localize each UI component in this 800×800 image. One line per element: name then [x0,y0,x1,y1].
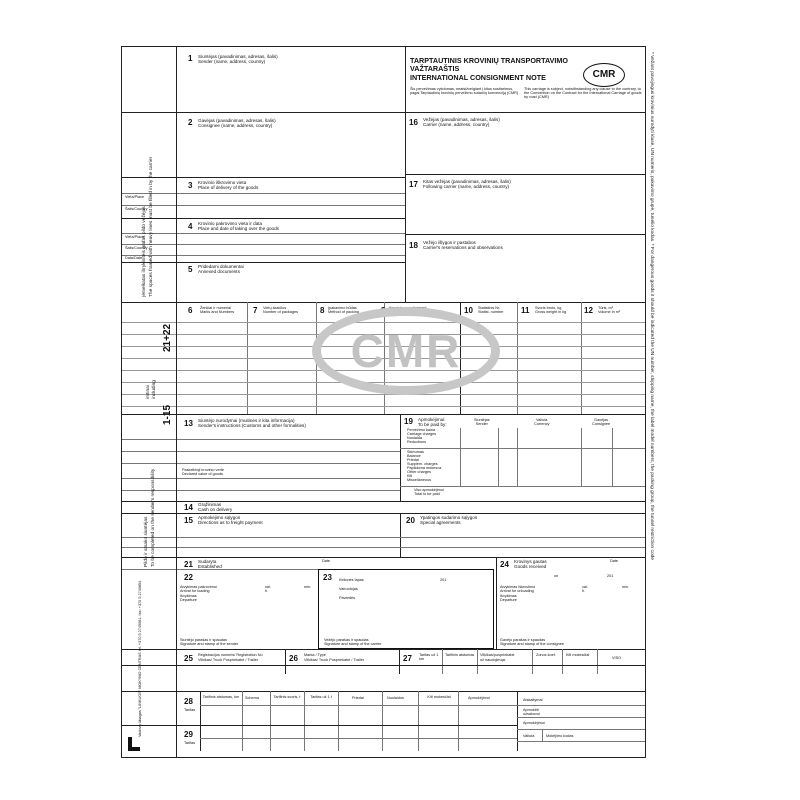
payment-col-consignee: Gavėjas Consignee [592,418,611,427]
pay-row-8: Supplem. charges [407,462,438,466]
field-17-label-en: Following carrier (name, address, country) [423,184,510,189]
pay-row-1: Pervežimo kaina [407,428,436,432]
pay-row-10: Other charges [407,470,432,474]
field-19-number: 19 [404,417,413,426]
field-28-sub: Tarifas [184,708,196,712]
field-24-number: 24 [500,560,509,569]
pay-row-3: Nuolaida [407,436,422,440]
field-27-number: 27 [403,654,412,663]
field-10-label-en: Statist. number [478,310,504,314]
field-26-sub: Vilkikas/ Truck Puspriekabė / Trailer [304,658,365,662]
field-27-vilkikas: Vilkikas/puspriekabė [480,653,515,657]
field-12-label-en: Volume in m³ [598,310,621,314]
field-24-sign-lt: Gavėjo parašas ir spaudas [500,638,546,642]
field-24-val: val. [582,585,588,589]
field-22-val: val. [265,585,271,589]
field-11-label-lt: Svoris bruto, kg [535,306,562,310]
field-24-sign-en: Signature and stamp of the consignee [500,642,564,646]
field-24-on: on [554,574,559,578]
field-24-dep-lt: Išvykimas [500,594,517,598]
pay-total-lt: Viso apmokėjimui [414,488,444,492]
field-3-number: 3 [188,181,193,190]
field-3-label-lt: Krovinio iškrovimo vieta [198,180,247,185]
margin-sender-lt: Pildo ir atsako siuntėjas [144,516,149,567]
field-22-min: min. [304,585,312,589]
field-6-number: 6 [188,306,193,315]
field-23-number: 23 [323,573,332,582]
field-12-number: 12 [584,306,593,315]
field-16-label-lt: Vežėjas (pavadinimas, adresas, šalis) [423,117,500,122]
field-23-sign-en: Signature and stamp of the carrier [324,642,382,646]
field-9-number: 9 [381,306,386,315]
pay-row-2: Carriage charges [407,432,437,436]
field-1-number: 1 [188,54,193,63]
field-18-label-lt: Vežėjo išlygos ir pastabos [423,240,476,245]
header-note-en: This carriage is subject, notwithstanding any clause to the contrary, to the Convention on the Contract for the International Carriage of goods by road (CMR) [524,87,642,100]
cmr-badge: CMR [583,63,625,87]
margin-carrier-lt: Įėmelkatas ilrrykiniteis grafas pildo vežėjas [142,206,147,297]
field-26-label: Marka / Type [304,653,326,657]
field-3-label-en: Place of delivery of the goods [198,185,259,190]
printer-imprint: Vadovų ūkiagas "LINKUOS" MOKYMO CENTRAS tel. +370 5 2749081, fax: +370 5 2740854 [138,580,142,737]
pay-total-en: Total to be paid [414,492,440,496]
field-9-label-lt: Krovinio pavadinimas* [389,306,427,310]
table-col-1: Tarifinis atstumas, km [202,695,240,699]
field-24-arr-lt: Atvykimas iškrovimui [500,585,536,589]
title-lt-2: VAŽTARAŠTIS [410,64,460,73]
field-25-sub: Vilkikas/ Truck Puspriekabė / Trailer [198,658,259,662]
field-13-number: 13 [184,419,193,428]
field-23-driver: Vairuotojas [339,587,358,591]
field-16-label-en: Carrier (name, address, country) [423,122,490,127]
margin-carrier-en: The spaces framed with heavy lines must be filled in by the carrier [149,156,154,297]
title-lt-1: TARPTAUTINIS KROVINIŲ TRANSPORTAVIMO [410,56,568,65]
field-22-dep-en: Departure [180,598,197,602]
header-note-lt: Šis pervežimas vykdomas, neatsižvelgiant į kitus susitarimus, pagal Tarptautinių krovinių pervežimo sutarčių konvenciją (CMR) [410,87,519,96]
field-4-number: 4 [188,222,193,231]
payment-col-currency: Valiuta Currency [534,418,550,427]
field-27-tarifas2: Tarifinis atstumas [445,653,475,657]
field-20-label-lt: Ypatingos sudarimo sąlygos [420,515,478,520]
field-21-date: Date [322,559,331,563]
field-11-label-en: Gross weight in kg [535,310,567,314]
field-24-h: h. [582,589,586,593]
field-15-number: 15 [184,516,193,525]
field-29-number: 29 [184,730,193,739]
field-29-sub: Tarifas [184,741,196,745]
field-24-min: min. [622,585,630,589]
field-24-dep-en: Departure [500,598,517,602]
mokejimo-kodas-label: Mokėjimo kodas [546,734,574,738]
field-23-sign-lt: Vežėjo parašas ir spaudas [324,638,369,642]
field-24-label-en: Goods received [514,564,547,569]
field-24-label-lt: Krovinys gautas [514,559,547,564]
field-16-number: 16 [409,118,418,127]
field-21-label-lt: Sudaryta [198,559,217,564]
pay-row-11: Kiti [407,474,413,478]
field-19-label-lt: Apmokėjimui: [418,417,446,422]
field-20-label-en: Special agreements [420,520,461,525]
margin-right-note: * Vežant pavojingus krovinius nurodyti klasė, UN numeris, pakavimo grupė, tunelio kodas. * For dangerous goods it should be indicated the UN number, shipping name, the label model numbers, the packing group, the tunnel restriction code [649,52,654,560]
table-col-4: Tarifas už 1 t [310,695,332,699]
field-14-label-lt: Grąžinimas [198,502,222,507]
field-17-label-lt: Kitas vežėjas (pavadinimas, adresas, šalis) [423,179,511,184]
field-2-input[interactable] [124,131,403,175]
field-13-label-en: Sender's instructions (Customs and other formalities) [198,423,306,428]
field-4-label-en: Place and date of taking over the goods [198,226,279,231]
field-7-number: 7 [253,306,258,315]
field-22-sign-lt: Siuntėjo parašas ir spaudas [180,638,227,642]
field-27-used: už naudojimąsi [480,658,506,662]
field-22-arr-lt: Atvykimas pakrovimui [180,585,217,589]
field-18-number: 18 [409,241,418,250]
field-25-number: 25 [184,654,193,663]
field-22-arr-en: Arrival for loading [180,589,210,593]
field-20-number: 20 [406,516,415,525]
pay-row-6: Balance [407,454,421,458]
table-col-6: Nuolaidos [387,696,404,700]
cmr-watermark: CMR [312,307,500,395]
apmoketi-uzsakovui: Apmokėti užsakovui [523,708,540,717]
field-22-dep-lt: Išvykimas [180,594,197,598]
field-5-label-lt: Pridedami dokumentai [198,264,244,269]
field-27-viso: VISO [612,656,622,660]
pay-row-9: Papildoma mokesva [407,466,442,470]
field-26-number: 26 [289,654,298,663]
cmr-form [121,46,646,758]
field-8-number: 8 [320,306,325,315]
field-15-label-lt: Apmokėjimo sąlygos [198,515,241,520]
field-7-label-en: Number of packages [263,310,299,314]
atskaitymai-label: Atskaitymai [523,698,543,702]
field-27-kiti: Kiti mokesčiai [566,653,590,657]
field-18-input[interactable] [407,253,643,300]
declared-value-en: Declared value of goods [182,472,223,476]
field-1-label-en: Sender (name, address, country) [198,59,266,64]
field-13-label-lt: Siuntėjo nurodymai (muitinės ir kita informacija) [198,418,295,423]
field-19-label-en: To be paid by: [418,422,447,427]
field-15-label-en: Directions as to freight payment [198,520,263,525]
table-col-7: Kiti mokesčiai [427,695,451,699]
field-4-country: Šalis/Country [125,246,148,250]
payment-col-sender: Siuntėjas Sender [474,418,490,427]
margin-range-1: 21+22 [162,323,173,352]
field-18-label-en: Carrier's reservations and observations [423,245,503,250]
field-27-tarifas: Tarifas už 1 km [419,653,439,662]
field-2-label-lt: Gavėjas (pavadinimas, adresas, šalis) [198,118,276,123]
field-24-arr-en: Arrival for unloading [500,589,534,593]
field-7-label-lt: Vietų skaičius [263,306,287,310]
field-2-number: 2 [188,118,193,127]
declared-value-lt: Paskelbtoji krovinio vertė [182,468,224,472]
field-24-year: 201 [607,574,614,578]
field-11-number: 11 [521,306,530,315]
field-2-label-en: Consignee (name, address, country) [198,123,273,128]
field-14-number: 14 [184,503,193,512]
margin-including-en: including [152,380,157,399]
field-1-label-lt: Siuntėjas (pavadinimas, adresas, šalis) [198,54,278,59]
field-17-number: 17 [409,180,418,189]
field-9-label-en: Nature of the goods* [389,310,424,314]
field-10-number: 10 [464,306,473,315]
field-8-label-lt: Įpakavimo būdas [328,306,357,310]
field-23-surname: Pavardės [339,596,356,600]
margin-including-lt: imtinai [146,385,151,399]
field-1-input[interactable] [124,67,403,111]
printer-logo [128,737,140,751]
pay-row-4: Reductions [407,440,426,444]
field-5-label-en: Annexed documents [198,269,240,274]
field-10-label-lt: Statistinis Nr. [478,306,501,310]
title-en: INTERNATIONAL CONSIGNMENT NOTE [410,73,546,82]
field-17-input[interactable] [407,193,643,233]
margin-sender-en: To be completed on the sender's responsibility [151,468,156,567]
field-3-country: Šalis/Country [125,207,148,211]
field-6-label-en: Marks and Numbers [200,310,235,314]
pay-row-7: Priedai [407,458,419,462]
margin-range-2: 1-15 [162,404,173,425]
field-4-date: Data/Date [125,256,143,260]
field-16-input[interactable] [407,131,643,173]
field-4-place: Vieta/Place [125,235,145,239]
field-8-label-en: Method of packing [328,310,360,314]
field-21-label-en: Established [198,564,222,569]
field-23-year: 201 [440,578,447,582]
field-22-number: 22 [184,573,193,582]
pay-row-12: Miscellaneous [407,478,432,482]
apmokejimui-label: Apmokėjimui [523,721,545,725]
field-3-place: Vieta/Place [125,195,145,199]
field-4-label-lt: Krovinio pakrovimo vieta ir data [198,221,263,226]
field-22-h: h. [265,589,269,593]
field-6-label-lt: Ženklai ir numeriai [200,306,232,310]
table-col-2: Schema [245,696,259,700]
field-22-sign-en: Signature and stamp of the sender [180,642,239,646]
field-27-zonos: Zonos koef. [536,653,556,657]
field-24-date: Date [610,559,619,563]
table-col-5: Priedai [352,696,364,700]
field-21-number: 21 [184,560,193,569]
table-col-8: Apmokėjimui [468,696,490,700]
field-14-label-en: Cash on delivery [198,507,233,512]
pay-row-5: Skirtumas [407,450,424,454]
field-25-label: Registracijos numeris/ Registration No [198,653,263,657]
field-23-sheet: Kelionės lapas [339,578,364,582]
field-5-number: 5 [188,265,193,274]
table-col-3: Tarifinis svoris, t [273,695,301,699]
field-28-number: 28 [184,697,193,706]
valiuta-label: Valiuta [523,734,535,738]
field-12-label-lt: Tūris, m³ [598,306,613,310]
